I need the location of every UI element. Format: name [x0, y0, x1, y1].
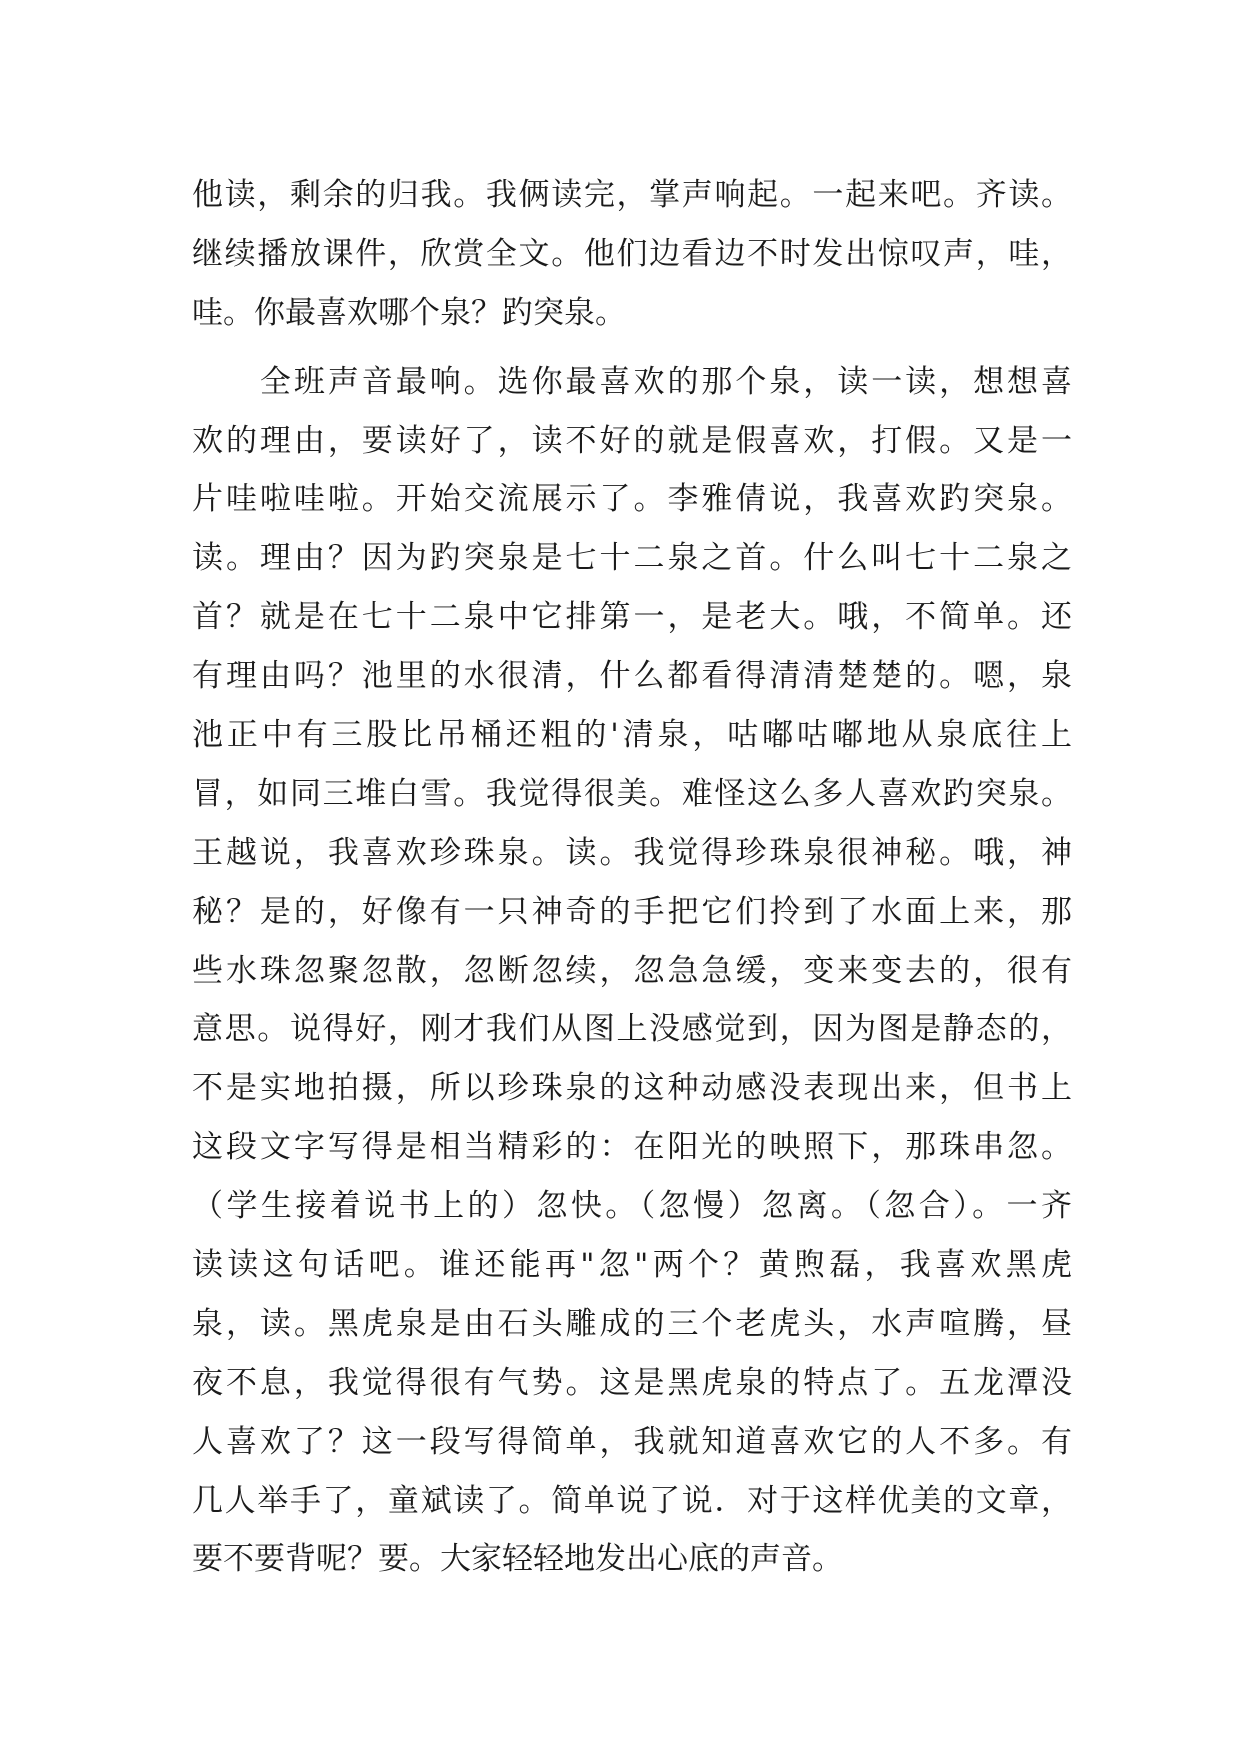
text-line: 几人举手了，童斌读了。简单说了说．对于这样优美的文章， [192, 1482, 1072, 1519]
text-line: 不是实地拍摄，所以珍珠泉的这种动感没表现出来，但书上 [192, 1070, 1072, 1107]
text-line: 要不要背呢？要。大家轻轻地发出心底的声音。 [192, 1541, 843, 1578]
text-line: 这段文字写得是相当精彩的：在阳光的映照下，那珠串忽。 [192, 1129, 1072, 1166]
text-line: 继续播放课件，欣赏全文。他们边看边不时发出惊叹声，哇， [192, 235, 1072, 272]
paragraph-2 [192, 353, 1072, 1590]
text-line: 读。理由？因为趵突泉是七十二泉之首。什么叫七十二泉之 [192, 540, 1072, 577]
text-line: 全班声音最响。选你最喜欢的那个泉，读一读，想想喜 [192, 363, 1072, 400]
text-line: 秘？是的，好像有一只神奇的手把它们拎到了水面上来，那 [192, 893, 1072, 930]
text-line: 王越说，我喜欢珍珠泉。读。我觉得珍珠泉很神秘。哦，神 [192, 834, 1072, 871]
text-line: 片哇啦哇啦。开始交流展示了。李雅倩说，我喜欢趵突泉。 [192, 481, 1072, 518]
text-line: 意思。说得好，刚才我们从图上没感觉到，因为图是静态的， [192, 1011, 1072, 1048]
text-line: 他读，剩余的归我。我俩读完，掌声响起。一起来吧。齐读。 [192, 177, 1072, 213]
text-line: （学生接着说书上的）忽快。（忽慢）忽离。（忽合）。一齐 [192, 1188, 1072, 1225]
text-line: 池正中有三股比吊桶还粗的'清泉，咕嘟咕嘟地从泉底往上 [192, 717, 1072, 754]
text-line: 泉，读。黑虎泉是由石头雕成的三个老虎头，水声喧腾，昼 [192, 1305, 1072, 1342]
paragraph-1 [192, 166, 1072, 343]
text-line: 哇。你最喜欢哪个泉？趵突泉。 [192, 294, 626, 331]
text-line: 有理由吗？池里的水很清，什么都看得清清楚楚的。嗯，泉 [192, 658, 1072, 695]
text-line: 人喜欢了？这一段写得简单，我就知道喜欢它的人不多。有 [192, 1423, 1072, 1460]
text-line: 冒，如同三堆白雪。我觉得很美。难怪这么多人喜欢趵突泉。 [192, 775, 1072, 812]
text-line: 些水珠忽聚忽散，忽断忽续，忽急急缓，变来变去的，很有 [192, 952, 1072, 989]
document-body [192, 166, 1072, 1589]
text-line: 首？就是在七十二泉中它排第一，是老大。哦，不简单。还 [192, 599, 1072, 636]
text-line: 读读这句话吧。谁还能再"忽"两个？黄煦磊，我喜欢黑虎 [192, 1247, 1072, 1284]
text-line: 欢的理由，要读好了，读不好的就是假喜欢，打假。又是一 [192, 422, 1072, 459]
text-line: 夜不息，我觉得很有气势。这是黑虎泉的特点了。五龙潭没 [192, 1364, 1072, 1401]
